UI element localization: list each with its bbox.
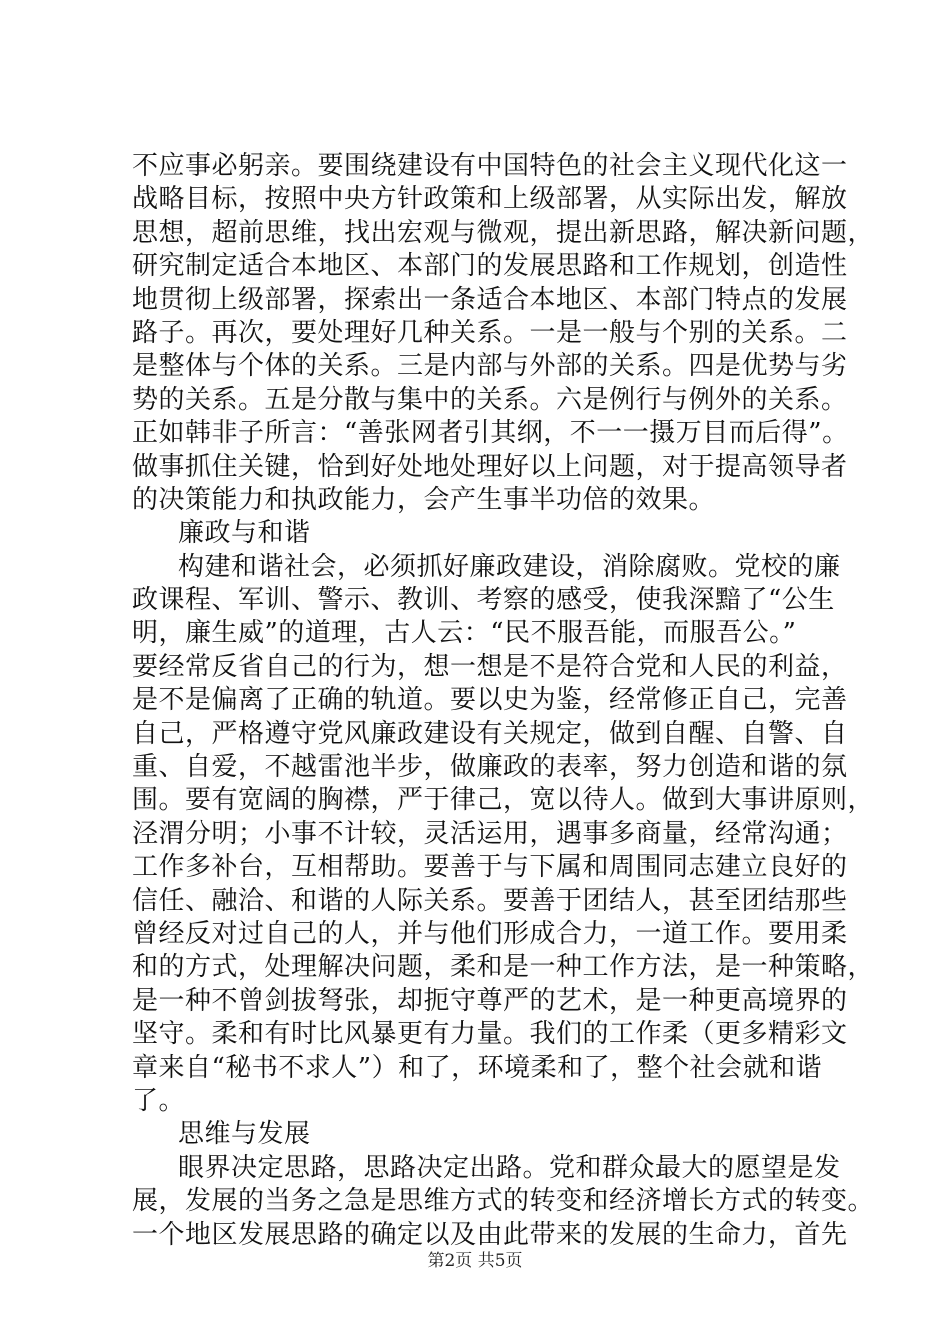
text-line: 是不是偏离了正确的轨道。要以史为鉴，经常修正自己，完善	[132, 685, 848, 716]
section-heading: 廉政与和谐	[178, 518, 311, 549]
text-line: 一个地区发展思路的确定以及由此带来的发展的生命力，首先	[132, 1219, 848, 1250]
text-line: 正如韩非子所言：“善张网者引其纲，不一一摄万目而后得”。	[132, 418, 849, 449]
text-line: 曾经反对过自己的人，并与他们形成合力，一道工作。要用柔	[132, 918, 848, 949]
text-line: 政课程、军训、警示、教训、考察的感受，使我深黯了“公生	[132, 585, 835, 616]
text-line: 和的方式，处理解决问题，柔和是一种工作方法，是一种策略，	[132, 952, 875, 983]
text-line: 是整体与个体的关系。三是内部与外部的关系。四是优势与劣	[132, 351, 848, 382]
text-line: 要经常反省自己的行为，想一想是不是符合党和人民的利益，	[132, 651, 848, 682]
text-line: 信任、融洽、和谐的人际关系。要善于团结人，甚至团结那些	[132, 885, 848, 916]
paragraph-first-line: 构建和谐社会，必须抓好廉政建设，消除腐败。党校的廉	[178, 551, 841, 582]
text-line: 路子。再次，要处理好几种关系。一是一般与个别的关系。二	[132, 317, 848, 348]
text-line: 研究制定适合本地区、本部门的发展思路和工作规划，创造性	[132, 251, 848, 282]
page-footer: 第2页 共5页	[427, 1251, 523, 1271]
document-body	[132, 150, 875, 1252]
text-line: 自己，严格遵守党风廉政建设有关规定，做到自醒、自警、自	[132, 718, 848, 749]
section-heading: 思维与发展	[178, 1119, 311, 1150]
text-line: 重、自爱，不越雷池半步，做廉政的表率，努力创造和谐的氛	[132, 752, 848, 783]
text-line: 了。	[132, 1085, 186, 1116]
text-line: 不应事必躬亲。要围绕建设有中国特色的社会主义现代化这一	[132, 151, 848, 181]
text-line: 的决策能力和执政能力，会产生事半功倍的效果。	[132, 484, 716, 515]
text-line: 泾渭分明；小事不计较，灵活运用，遇事多商量，经常沟通；	[132, 818, 848, 849]
text-line: 是一种不曾剑拔弩张，却扼守尊严的艺术，是一种更高境界的	[132, 985, 848, 1016]
text-line: 势的关系。五是分散与集中的关系。六是例行与例外的关系。	[132, 384, 848, 415]
text-line: 做事抓住关键，恰到好处地处理好以上问题，对于提高领导者	[132, 451, 848, 482]
text-line: 围。要有宽阔的胸襟，严于律己，宽以待人。做到大事讲原则，	[132, 785, 875, 816]
text-line: 工作多补台，互相帮助。要善于与下属和周围同志建立良好的	[132, 852, 848, 883]
text-line: 展，发展的当务之急是思维方式的转变和经济增长方式的转变。	[132, 1186, 875, 1217]
paragraph-first-line: 眼界决定思路，思路决定出路。党和群众最大的愿望是发	[178, 1152, 841, 1183]
text-line: 章来自“秘书不求人”）和了，环境柔和了，整个社会就和谐	[132, 1052, 823, 1083]
text-line: 思想，超前思维，找出宏观与微观，提出新思路，解决新问题，	[132, 217, 875, 248]
text-line: 地贯彻上级部署，探索出一条适合本地区、本部门特点的发展	[132, 284, 848, 315]
text-line: 战略目标，按照中央方针政策和上级部署，从实际出发，解放	[132, 184, 848, 215]
text-line: 坚守。柔和有时比风暴更有力量。我们的工作柔（更多精彩文	[132, 1019, 848, 1050]
text-line: 明，廉生威”的道理，古人云：“民不服吾能，而服吾公。”	[132, 618, 797, 649]
